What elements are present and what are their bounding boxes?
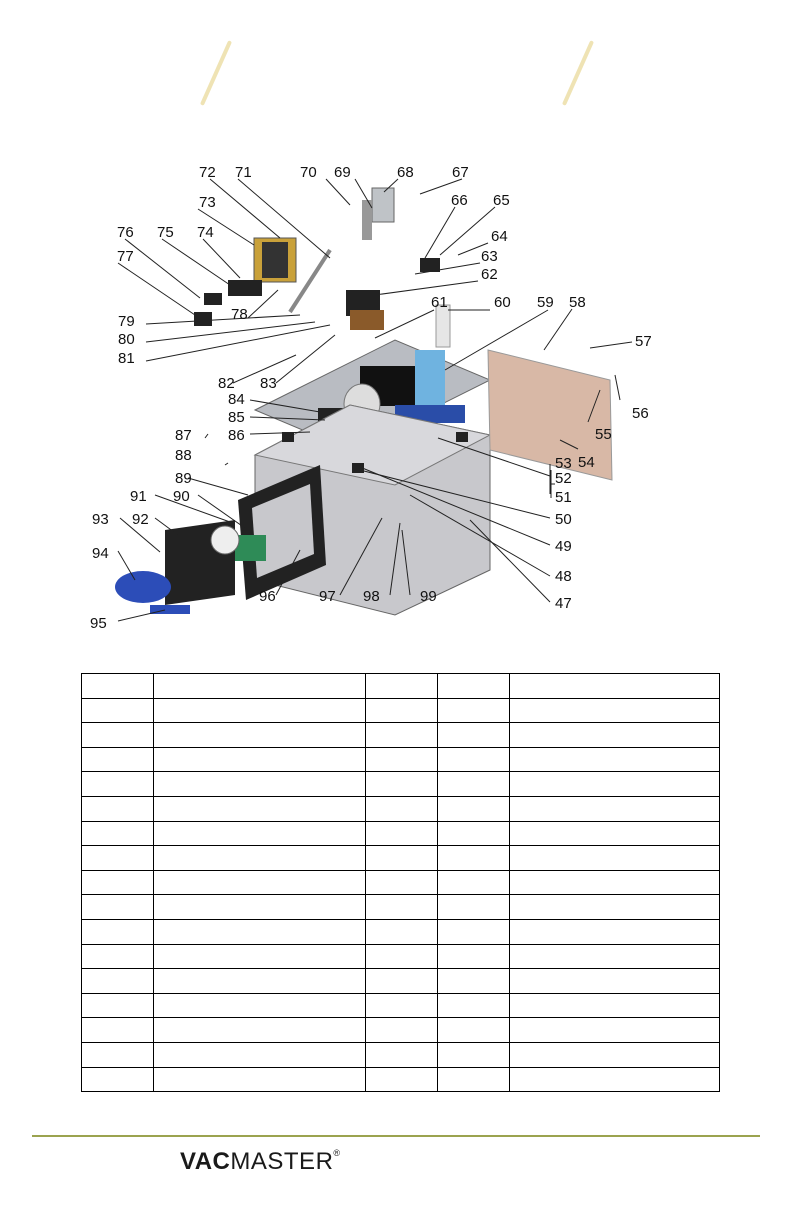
table-cell bbox=[510, 674, 720, 699]
callout-label: 90 bbox=[173, 488, 190, 505]
table-cell bbox=[438, 772, 510, 797]
table-cell bbox=[510, 969, 720, 994]
callout-label: 48 bbox=[555, 568, 572, 585]
callout-label: 70 bbox=[300, 164, 317, 181]
table-row bbox=[82, 969, 720, 994]
table-cell bbox=[154, 944, 366, 969]
footer-rule bbox=[32, 1135, 760, 1137]
table-cell bbox=[82, 1067, 154, 1092]
table-row bbox=[82, 870, 720, 895]
table-cell bbox=[366, 969, 438, 994]
callout-label: 99 bbox=[420, 588, 437, 605]
table-cell bbox=[154, 1042, 366, 1067]
decorative-slash-left bbox=[200, 40, 232, 106]
callout-label: 57 bbox=[635, 333, 652, 350]
table-row bbox=[82, 944, 720, 969]
table-cell bbox=[154, 919, 366, 944]
table-cell bbox=[154, 1018, 366, 1043]
table-row bbox=[82, 723, 720, 748]
table-cell bbox=[510, 1067, 720, 1092]
table-cell bbox=[510, 1018, 720, 1043]
table-cell bbox=[510, 944, 720, 969]
callout-label: 92 bbox=[132, 511, 149, 528]
logo-registered-mark: ® bbox=[333, 1148, 341, 1158]
callout-label: 77 bbox=[117, 248, 134, 265]
callout-label: 73 bbox=[199, 194, 216, 211]
table-cell bbox=[82, 674, 154, 699]
table-cell bbox=[510, 821, 720, 846]
callout-label: 63 bbox=[481, 248, 498, 265]
callout-label: 50 bbox=[555, 511, 572, 528]
table-cell bbox=[366, 772, 438, 797]
callout-label: 95 bbox=[90, 615, 107, 632]
table-cell bbox=[510, 870, 720, 895]
table-cell bbox=[510, 846, 720, 871]
table-cell bbox=[82, 747, 154, 772]
logo-vac: VAC bbox=[180, 1148, 231, 1175]
table-cell bbox=[366, 698, 438, 723]
callout-label: 94 bbox=[92, 545, 109, 562]
exploded-parts-diagram bbox=[0, 150, 793, 650]
table-cell bbox=[438, 895, 510, 920]
callout-label: 71 bbox=[235, 164, 252, 181]
table-row bbox=[82, 1067, 720, 1092]
callout-label: 68 bbox=[397, 164, 414, 181]
callout-label: 75 bbox=[157, 224, 174, 241]
table-cell bbox=[154, 993, 366, 1018]
table-cell bbox=[510, 772, 720, 797]
table-cell bbox=[82, 1018, 154, 1043]
table-cell bbox=[154, 698, 366, 723]
table-cell bbox=[366, 944, 438, 969]
table-cell bbox=[438, 821, 510, 846]
callout-label: 87 bbox=[175, 427, 192, 444]
table-cell bbox=[82, 723, 154, 748]
callout-label: 61 bbox=[431, 294, 448, 311]
table-cell bbox=[366, 1018, 438, 1043]
table-cell bbox=[510, 723, 720, 748]
table-row bbox=[82, 1018, 720, 1043]
parts-table bbox=[81, 673, 720, 1092]
table-cell bbox=[82, 796, 154, 821]
table-cell bbox=[366, 846, 438, 871]
table-cell bbox=[154, 796, 366, 821]
table-cell bbox=[154, 895, 366, 920]
table-cell bbox=[154, 969, 366, 994]
table-cell bbox=[366, 674, 438, 699]
table-row bbox=[82, 796, 720, 821]
callout-label: 65 bbox=[493, 192, 510, 209]
table-cell bbox=[438, 919, 510, 944]
callout-label: 69 bbox=[334, 164, 351, 181]
table-cell bbox=[366, 1042, 438, 1067]
table-cell bbox=[82, 870, 154, 895]
table-cell bbox=[154, 674, 366, 699]
table-cell bbox=[82, 993, 154, 1018]
table-cell bbox=[438, 993, 510, 1018]
table-cell bbox=[366, 723, 438, 748]
decorative-slash-right bbox=[562, 40, 594, 106]
table-cell bbox=[438, 1067, 510, 1092]
table-cell bbox=[438, 846, 510, 871]
table-cell bbox=[438, 944, 510, 969]
table-cell bbox=[510, 1042, 720, 1067]
table-cell bbox=[154, 772, 366, 797]
callout-label: 76 bbox=[117, 224, 134, 241]
callout-label: 51 bbox=[555, 489, 572, 506]
callout-label: 58 bbox=[569, 294, 586, 311]
table-row bbox=[82, 1042, 720, 1067]
callout-label: 54 bbox=[578, 454, 595, 471]
table-cell bbox=[82, 919, 154, 944]
callout-label: 98 bbox=[363, 588, 380, 605]
table-row bbox=[82, 919, 720, 944]
table-cell bbox=[82, 895, 154, 920]
callout-label: 60 bbox=[494, 294, 511, 311]
callout-label: 93 bbox=[92, 511, 109, 528]
table-cell bbox=[438, 1018, 510, 1043]
table-cell bbox=[82, 772, 154, 797]
callout-label: 72 bbox=[199, 164, 216, 181]
callout-label: 59 bbox=[537, 294, 554, 311]
callout-label: 82 bbox=[218, 375, 235, 392]
table-cell bbox=[154, 723, 366, 748]
table-cell bbox=[82, 698, 154, 723]
callout-label: 97 bbox=[319, 588, 336, 605]
callout-label: 91 bbox=[130, 488, 147, 505]
table-cell bbox=[438, 796, 510, 821]
callout-label: 66 bbox=[451, 192, 468, 209]
table-cell bbox=[366, 919, 438, 944]
callout-label: 78 bbox=[231, 306, 248, 323]
table-cell bbox=[82, 944, 154, 969]
logo-master: MASTER bbox=[230, 1148, 334, 1175]
callout-label: 96 bbox=[259, 588, 276, 605]
table-cell bbox=[438, 747, 510, 772]
table-row bbox=[82, 747, 720, 772]
callout-label: 74 bbox=[197, 224, 214, 241]
callout-label: 88 bbox=[175, 447, 192, 464]
callout-label: 64 bbox=[491, 228, 508, 245]
callout-label: 83 bbox=[260, 375, 277, 392]
table-cell bbox=[366, 895, 438, 920]
callout-label: 47 bbox=[555, 595, 572, 612]
table-cell bbox=[510, 895, 720, 920]
table-cell bbox=[154, 1067, 366, 1092]
callout-label: 80 bbox=[118, 331, 135, 348]
table-row bbox=[82, 674, 720, 699]
table-cell bbox=[510, 698, 720, 723]
callout-label: 55 bbox=[595, 426, 612, 443]
table-cell bbox=[82, 1042, 154, 1067]
table-row bbox=[82, 993, 720, 1018]
table-cell bbox=[154, 870, 366, 895]
table-cell bbox=[366, 747, 438, 772]
table-cell bbox=[510, 993, 720, 1018]
table-cell bbox=[366, 1067, 438, 1092]
table-cell bbox=[438, 1042, 510, 1067]
callout-label: 85 bbox=[228, 409, 245, 426]
table-cell bbox=[510, 919, 720, 944]
table-row bbox=[82, 772, 720, 797]
table-row bbox=[82, 698, 720, 723]
callout-label: 79 bbox=[118, 313, 135, 330]
table-cell bbox=[510, 796, 720, 821]
table-cell bbox=[366, 870, 438, 895]
callout-label: 84 bbox=[228, 391, 245, 408]
table-cell bbox=[366, 796, 438, 821]
table-cell bbox=[82, 846, 154, 871]
table-cell bbox=[366, 821, 438, 846]
callout-label: 52 bbox=[555, 470, 572, 487]
table-cell bbox=[154, 821, 366, 846]
vacmaster-logo bbox=[180, 1148, 341, 1176]
table-cell bbox=[82, 821, 154, 846]
callout-label: 56 bbox=[632, 405, 649, 422]
callout-label: 62 bbox=[481, 266, 498, 283]
table-row bbox=[82, 895, 720, 920]
table-cell bbox=[438, 674, 510, 699]
table-cell bbox=[510, 747, 720, 772]
callout-label: 49 bbox=[555, 538, 572, 555]
table-cell bbox=[438, 870, 510, 895]
table-cell bbox=[438, 698, 510, 723]
table-cell bbox=[438, 723, 510, 748]
table-cell bbox=[154, 747, 366, 772]
callout-label: 81 bbox=[118, 350, 135, 367]
table-cell bbox=[366, 993, 438, 1018]
callout-label: 67 bbox=[452, 164, 469, 181]
callout-label: 89 bbox=[175, 470, 192, 487]
table-row bbox=[82, 821, 720, 846]
table-cell bbox=[82, 969, 154, 994]
table-cell bbox=[154, 846, 366, 871]
parts-table-body bbox=[82, 674, 720, 1092]
callout-label: 53 bbox=[555, 455, 572, 472]
callout-label: 86 bbox=[228, 427, 245, 444]
table-cell bbox=[438, 969, 510, 994]
table-row bbox=[82, 846, 720, 871]
